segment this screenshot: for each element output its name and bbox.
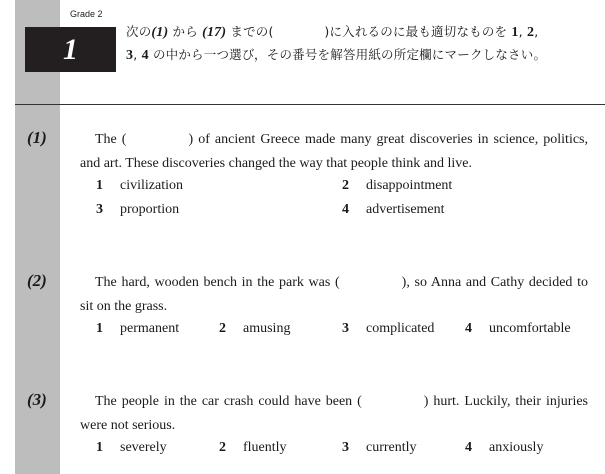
- question-number: (1): [27, 128, 47, 147]
- answer-option[interactable]: 2 fluently: [219, 440, 287, 455]
- answer-option[interactable]: 4 anxiously: [465, 440, 544, 455]
- header-divider: [15, 104, 605, 105]
- answer-option[interactable]: 3 currently: [342, 440, 417, 455]
- question-stem: The ( ) of ancient Greece made many great discoveries in science, politics, and art. These discoveries changed the way that people think and live.: [80, 132, 588, 171]
- answer-option[interactable]: 2 amusing: [219, 321, 291, 336]
- question-number: (3): [27, 390, 47, 409]
- question-stem: The hard, wooden bench in the park was ( ), so Anna and Cathy decided to sit on the grass.: [80, 275, 588, 314]
- answer-option[interactable]: 4 advertisement: [342, 202, 445, 217]
- section-number: 1: [63, 32, 78, 66]
- answer-option[interactable]: 3 complicated: [342, 321, 435, 336]
- question-stem: The people in the car crash could have been ( ) hurt. Luckily, their injuries were not serious.: [80, 394, 589, 433]
- question-number: (2): [27, 271, 47, 290]
- instructions: 次の(1) から (17) までの( )に入れるのに最も適切なものを 1, 2, 3, 4 の中から一つ選び，その番号を解答用紙の所定欄にマークしなさい。: [126, 24, 547, 63]
- answer-option[interactable]: 1 civilization: [96, 178, 183, 193]
- grade-label: Grade 2: [70, 9, 103, 19]
- section-number-box: [25, 27, 116, 72]
- answer-option[interactable]: 3 proportion: [96, 202, 180, 217]
- answer-option[interactable]: 4 uncomfortable: [465, 321, 571, 336]
- answer-option[interactable]: 1 severely: [96, 440, 167, 455]
- answer-option[interactable]: 2 disappointment: [342, 178, 453, 193]
- answer-option[interactable]: 1 permanent: [96, 321, 180, 336]
